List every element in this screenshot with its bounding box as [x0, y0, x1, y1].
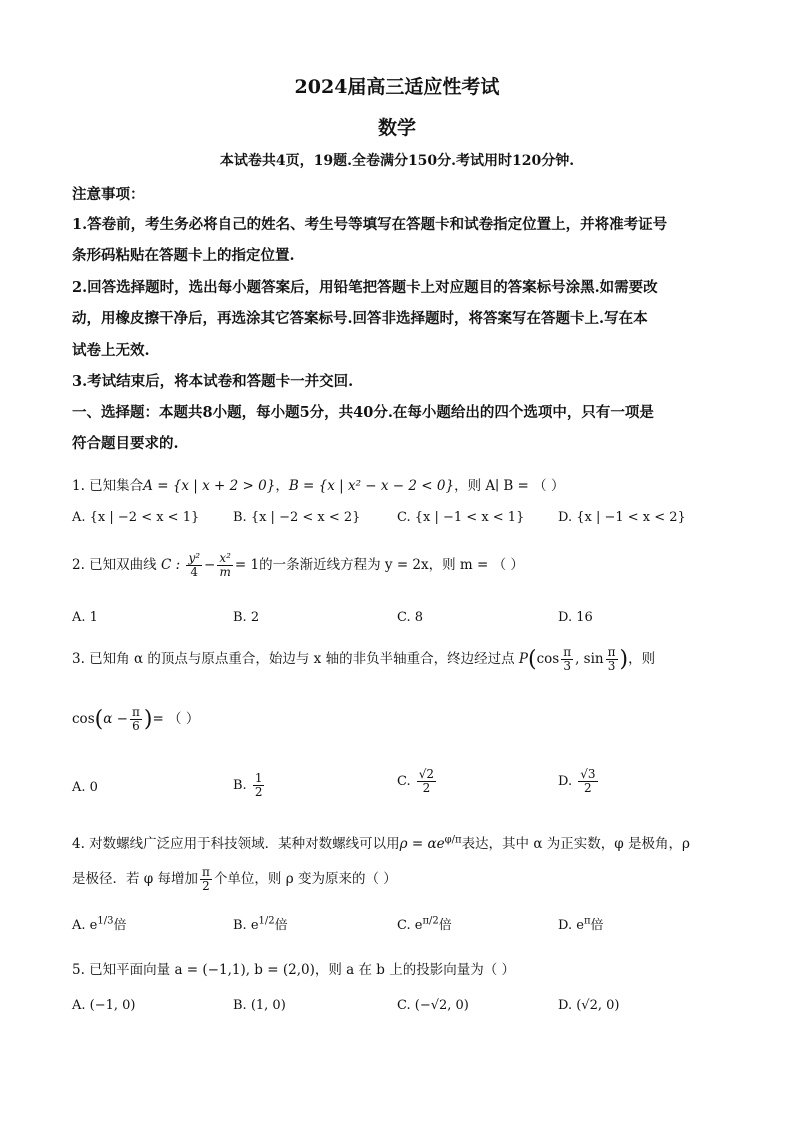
- q3-option-a: A. 0: [72, 780, 98, 795]
- q4-option-b-e: e: [250, 918, 259, 933]
- note-line: 2.回答选择题时，选出每小题答案后，用铅笔把答题卡上对应题目的答案标号涂黑.如需要改: [72, 279, 658, 296]
- note-line: 3.考试结束后，将本试卷和答题卡一并交回.: [72, 373, 354, 390]
- q4-option-c-e: e: [414, 918, 423, 933]
- q1-option-a: A. {x | −2 < x < 1}: [72, 510, 200, 525]
- q3-option-d: [558, 768, 600, 795]
- q1-suffix: ，则 A∣ B = （ ）: [454, 478, 565, 494]
- q2-eq: = 1: [234, 557, 260, 574]
- q1-option-d: D. {x | −1 < x < 2}: [558, 510, 686, 525]
- q3-expr-cos: cos: [72, 711, 95, 728]
- q4-option-d-text: 倍: [590, 918, 604, 933]
- exam-info: 本试卷共4页，19题.全卷满分150分.考试用时120分钟.: [219, 153, 575, 169]
- q3-frac-cos-num: π: [563, 645, 572, 659]
- q5-option-d: D. (√2, 0): [558, 998, 620, 1013]
- q3-frac-cos: [561, 646, 573, 673]
- question-1: [72, 474, 564, 494]
- q2-option-c: C. 8: [397, 610, 424, 625]
- question-5: 5. 已知平面向量 a = (−1,1), b = (2,0)，则 a 在 b 上的投影向量为（ ）: [72, 962, 515, 978]
- q2-option-d: D. 16: [558, 610, 593, 625]
- q4-formula: ρ = αe: [399, 836, 445, 852]
- q1-set-a: A = {x | x + 2 > 0}: [143, 478, 276, 494]
- q2-minus: −: [204, 557, 216, 574]
- q4-option-d-e: e: [576, 918, 584, 933]
- q4-option-a-exp: 1/3: [97, 915, 114, 927]
- q4-frac-den: 2: [202, 879, 210, 894]
- q4-option-b-label: B.: [233, 918, 247, 933]
- q3-frac-cos-den: 3: [563, 659, 571, 674]
- q4-option-a-label: A.: [72, 918, 86, 933]
- note-line: 试卷上无效.: [72, 342, 150, 359]
- q2-frac-y-num: y²: [188, 551, 201, 565]
- q3-option-c-den: 2: [422, 781, 431, 796]
- q4-option-c-label: C.: [397, 918, 411, 933]
- q3-suffix: ，则: [628, 651, 656, 668]
- q3-frac-sin-den: 3: [607, 659, 616, 674]
- q4-option-a-text: 倍: [113, 918, 127, 933]
- q3-option-d-den: 2: [584, 781, 592, 796]
- q3-sin: , sin: [575, 651, 604, 668]
- q2-curve: C :: [160, 557, 181, 574]
- q3-option-b-den: 2: [254, 785, 263, 800]
- notes-heading: 注意事项：: [72, 186, 145, 203]
- q3-option-d-label: D.: [558, 774, 573, 790]
- q3-point: P: [518, 651, 528, 668]
- q1-option-b: B. {x | −2 < x < 2}: [233, 510, 361, 525]
- q5-option-b: B. (1, 0): [233, 998, 286, 1013]
- q4-option-d-label: D.: [558, 918, 573, 933]
- q3-option-c: [397, 768, 438, 795]
- q3-paren-open: (: [527, 647, 537, 673]
- q3-expr-frac: [130, 706, 142, 733]
- q3-cos: cos: [536, 651, 560, 668]
- q3-option-b: [233, 772, 266, 799]
- q3-text: 3. 已知角 α 的顶点与原点重合，始边与 x 轴的非负半轴重合，终边经过点: [72, 651, 515, 668]
- q4-line2-a: 是极径．若 φ 每增加: [72, 871, 199, 888]
- q3-paren-close: ): [619, 647, 629, 673]
- q4-option-d-exp: π: [583, 915, 591, 927]
- q4-option-b-exp: 1/2: [258, 915, 275, 927]
- q2-prefix: 2. 已知双曲线: [72, 557, 157, 574]
- q3-option-c-label: C.: [397, 774, 411, 790]
- question-3-expr: [72, 706, 199, 733]
- question-3: [72, 646, 655, 673]
- q3-expr-frac-den: 6: [132, 719, 140, 734]
- q3-option-d-num: √3: [580, 767, 596, 781]
- q4-option-c-exp: π/2: [422, 915, 439, 927]
- q3-expr-open: (: [94, 707, 104, 733]
- note-line: 条形码粘贴在答题卡上的指定位置.: [72, 247, 295, 264]
- q5-option-a: A. (−1, 0): [72, 998, 136, 1013]
- q4-option-a: [72, 914, 126, 933]
- q2-frac-x: [217, 552, 233, 579]
- q3-expr-end: = （ ）: [152, 711, 200, 728]
- q3-frac-sin: [606, 646, 618, 673]
- note-line: 动，用橡皮擦干净后，再选涂其它答案标号.回答非选择题时，将答案写在答题卡上.写在本: [72, 310, 648, 327]
- question-2: [72, 552, 524, 579]
- q3-option-c-num: √2: [418, 767, 435, 781]
- q2-frac-x-den: m: [219, 565, 231, 580]
- q4-line1-a: 4. 对数螺线广泛应用于科技领域．某种对数螺线可以用: [72, 836, 400, 852]
- q2-option-a: A. 1: [72, 610, 98, 625]
- q4-line2-b: 个单位，则 ρ 变为原来的（ ）: [213, 871, 397, 888]
- q4-option-c-text: 倍: [438, 918, 452, 933]
- q3-option-b-frac: [253, 772, 265, 799]
- q1-option-c: C. {x | −1 < x < 1}: [397, 510, 525, 525]
- section-heading-cont: 符合题目要求的.: [72, 435, 179, 452]
- note-line: 1.答卷前，考生务必将自己的姓名、考生号等填写在答题卡和试卷指定位置上，并将准考证号: [72, 216, 668, 233]
- section-heading: 一、选择题：本题共8小题，每小题5分，共40分.在每小题给出的四个选项中，只有一项是: [72, 404, 654, 421]
- q1-set-b: B = {x | x² − x − 2 < 0}: [288, 478, 455, 494]
- q2-frac-x-num: x²: [219, 551, 231, 565]
- subject-title: 数学: [377, 117, 416, 139]
- q1-prefix: 1. 已知集合: [72, 478, 144, 494]
- q4-option-a-e: e: [89, 918, 98, 933]
- q3-expr-arg: α −: [103, 711, 128, 728]
- q4-frac-num: π: [202, 865, 210, 879]
- q4-formula-exp: φ/π: [444, 834, 462, 846]
- q1-sep: ，: [275, 478, 289, 494]
- q2-frac-y-den: 4: [190, 565, 199, 580]
- q2-option-b: B. 2: [233, 610, 260, 625]
- q3-expr-frac-num: π: [131, 705, 140, 719]
- q3-expr-close: ): [143, 707, 153, 733]
- q4-option-b-text: 倍: [274, 918, 288, 933]
- q3-frac-sin-num: π: [607, 645, 616, 659]
- q3-option-b-num: 1: [254, 771, 263, 785]
- question-4-cont: [72, 866, 397, 893]
- q3-option-d-frac: [578, 768, 597, 795]
- q4-line1-b: 表达，其中 α 为正实数，φ 是极角，ρ: [461, 836, 690, 852]
- q2-frac-y: [186, 552, 202, 579]
- question-4: [72, 832, 690, 852]
- q5-option-c: C. (−√2, 0): [397, 998, 469, 1013]
- q4-frac: [200, 866, 212, 893]
- q3-option-c-frac: [417, 768, 436, 795]
- q4-option-d: [558, 914, 604, 933]
- q4-option-b: [233, 914, 288, 933]
- q3-option-b-label: B.: [233, 778, 247, 794]
- exam-title: 2024届高三适应性考试: [294, 76, 500, 98]
- q4-option-c: [397, 914, 452, 933]
- q2-suffix: 的一条渐近线方程为 y = 2x，则 m = （ ）: [259, 557, 524, 574]
